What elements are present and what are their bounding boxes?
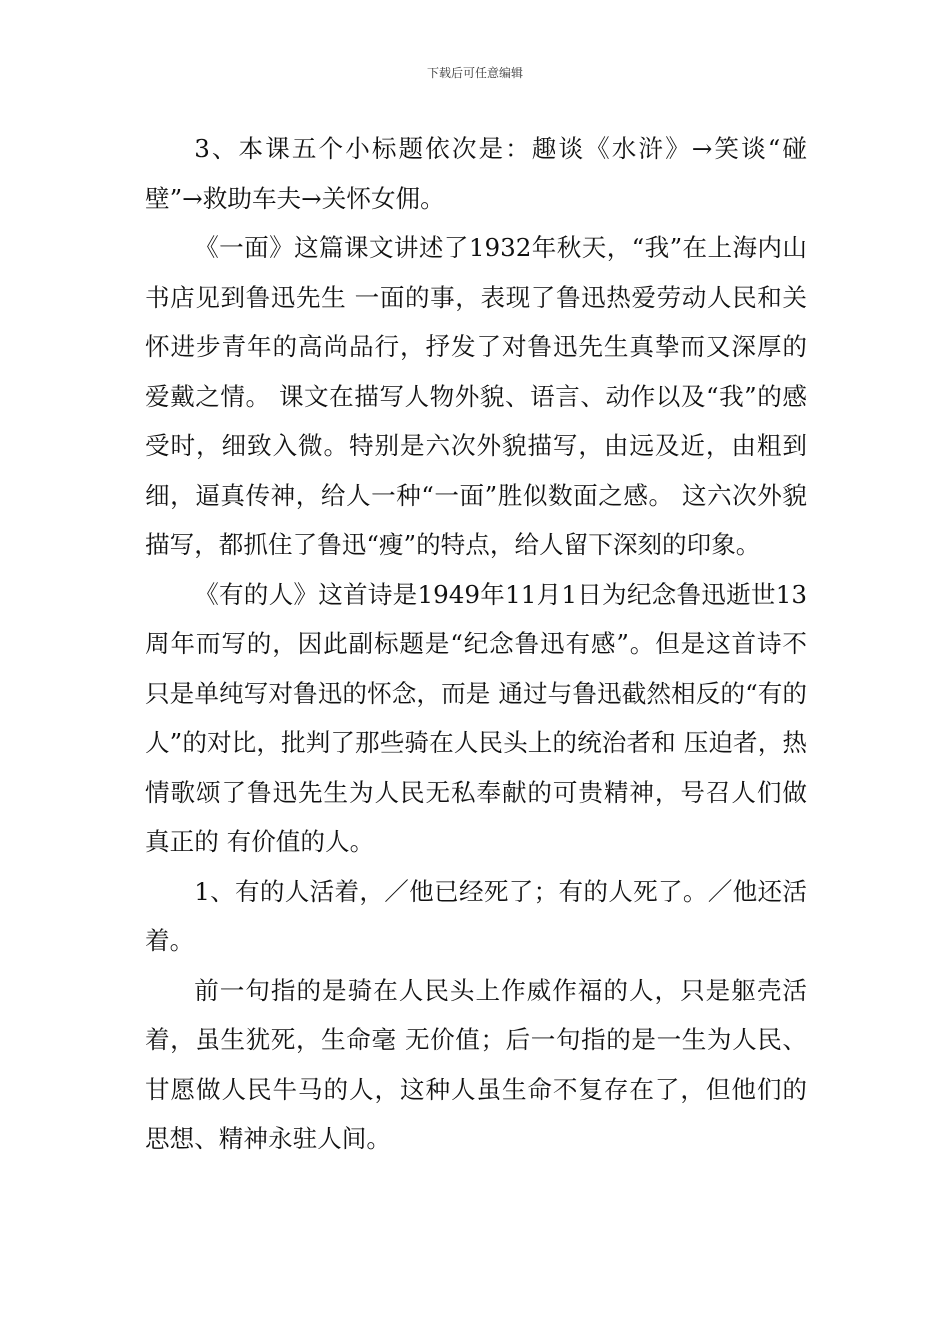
page-header: 下载后可任意编辑 bbox=[426, 66, 523, 80]
paragraph-poem-line: 1、有的人活着，／他已经死了；有的人死了。／他还活着。 bbox=[145, 876, 807, 955]
paragraph-yimian: 《一面》这篇课文讲述了1932年秋天，“我”在上海内山书店见到鲁迅先生 一面的事，表现了鲁迅热爱劳动人民和关怀进步青年的高尚品行，抒发了对鲁迅先生真挚而又深厚的爱戴之情。 课文在描写人物外貌、语言、动作以及“我”的感受时，细致入微。特别是六次外貌描写，由远及近，由粗到细，逼真传神，给人一种“一面”胜似数面之感。 这六次外貌描写，都抓住了鲁迅“瘦”的特点，给人留下深刻的印象。 bbox=[145, 233, 807, 559]
document-body bbox=[145, 124, 807, 1164]
paragraph-explanation: 前一句指的是骑在人民头上作威作福的人，只是躯壳活着，虽生犹死，生命毫 无价值；后一句指的是一生为人民、甘愿做人民牛马的人，这种人虽生命不复存在了，但他们的思想、精神永驻人间。 bbox=[145, 975, 807, 1153]
paragraph-subtitles: 3、本课五个小标题依次是：趣谈《水浒》→笑谈“碰壁”→救助车夫→关怀女佣。 bbox=[145, 134, 807, 213]
paragraph-youderen: 《有的人》这首诗是1949年11月1日为纪念鲁迅逝世13周年而写的，因此副标题是“纪念鲁迅有感”。但是这首诗不只是单纯写对鲁迅的怀念，而是 通过与鲁迅截然相反的“有的人”的对比，批判了那些骑在人民头上的统治者和 压迫者，热情歌颂了鲁迅先生为人民无私奉献的可贵精神，号召人们做真正的 有价值的人。 bbox=[145, 579, 807, 856]
